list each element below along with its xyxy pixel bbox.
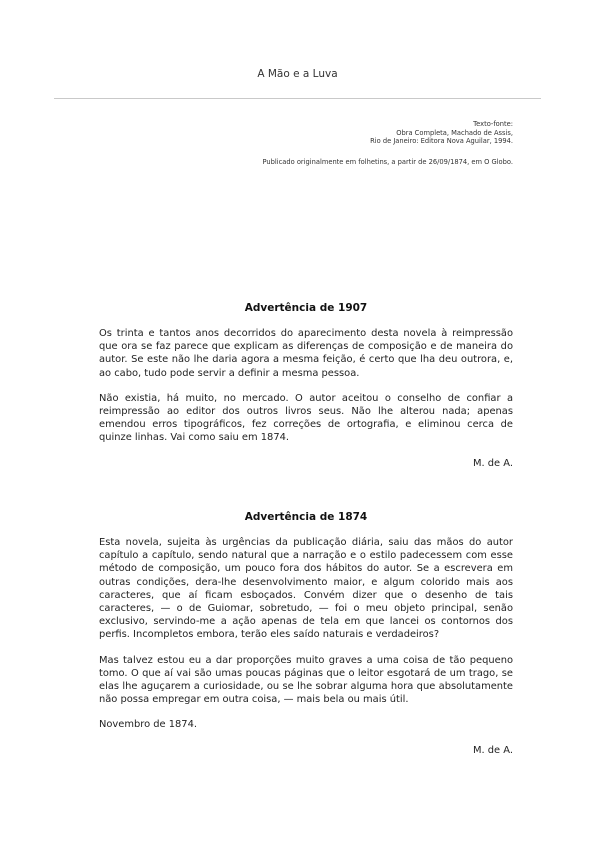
source-info xyxy=(213,120,513,146)
source-line: Texto-fonte: xyxy=(473,120,513,128)
section-heading: Advertência de 1907 xyxy=(244,302,368,314)
paragraph: Mas talvez estou eu a dar proporções muito graves a uma coisa de tão pequeno tomo. O que aí vai são umas poucas páginas que o leitor esgotará de um trago, se elas lhe aguçarem a curiosidade, ou se lhe sobrar alguma hora que absolutamente não possa empregar em outra coisa, — mais bela ou mais útil. xyxy=(99,654,513,706)
paragraph: Os trinta e tantos anos decorridos do aparecimento desta novela à reimpressão que ora se faz parece que explicam as diferenças de composição e de maneira do autor. Se este não lhe daria agora a mesma feição, é certo que lha deu outrora, e, ao cabo, tudo pode servir a definir a mesma pessoa. xyxy=(99,328,513,379)
advertencia-1907-section xyxy=(99,302,513,482)
source-line: Rio de Janeiro: Editora Nova Aguilar, 1994. xyxy=(370,137,513,146)
signature: M. de A. xyxy=(472,457,513,469)
section-heading: Advertência de 1874 xyxy=(244,511,368,523)
header-divider xyxy=(54,98,541,99)
date-line: Novembro de 1874. xyxy=(99,719,198,731)
signature: M. de A. xyxy=(472,744,513,756)
source-line: Obra Completa, Machado de Assis, xyxy=(396,128,513,137)
publication-note: Publicado originalmente em folhetins, a partir de 26/09/1874, em O Globo. xyxy=(262,158,513,166)
paragraph: Esta novela, sujeita às urgências da publicação diária, saiu das mãos do autor capítulo a capítulo, sendo natural que a narração e o estilo padecessem com esse método de composição, um pouco fora dos hábitos do autor. Se a escrevera em outras condições, dera-lhe desenvolvimento maior, e algum colorido mais aos caracteres, que aí ficam esboçados. Convém dizer que o desenho de tais caracteres, — o de Guiomar, sobretudo, — foi o meu objeto principal, senão exclusivo, servindo-me a ação apenas de tela em que lancei os contornos dos perfis. Incompletos embora, terão eles saído naturais e verdadeiros? xyxy=(99,537,513,641)
advertencia-1874-section xyxy=(99,511,513,769)
paragraph: Não existia, há muito, no mercado. O autor aceitou o conselho de confiar a reimpressão ao editor dos outros livros seus. Não lhe alterou nada; apenas emendou erros tipográficos, fez correções de ortografia, e eliminou cerca de quinze linhas. Vai como saiu em 1874. xyxy=(99,392,513,444)
page-title: A Mão e a Luva xyxy=(257,68,338,80)
